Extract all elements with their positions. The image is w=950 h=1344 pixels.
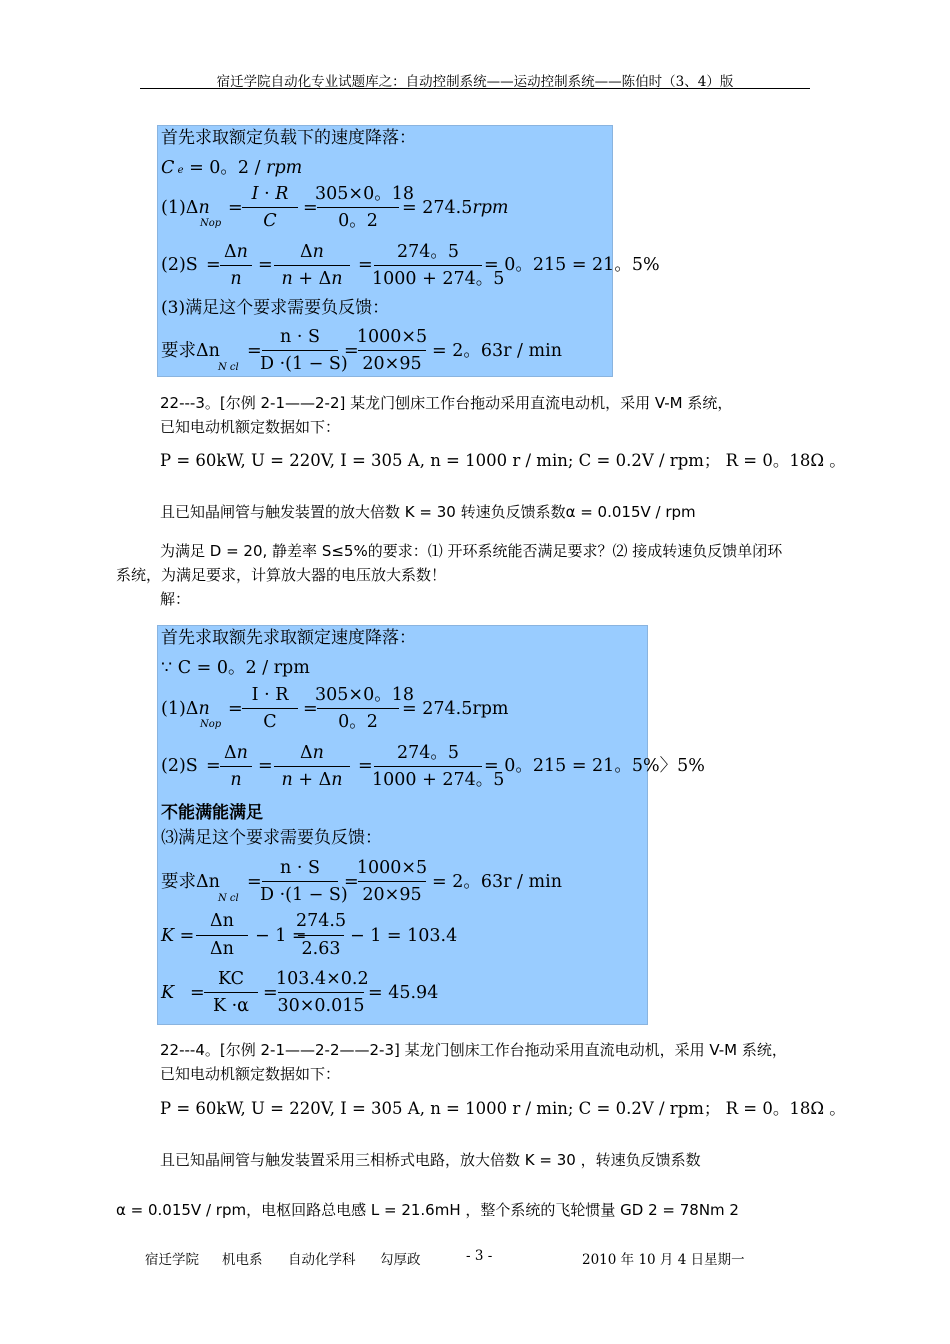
box2-heading: 首先求取额先求取额定速度降落： bbox=[161, 628, 416, 648]
box2-req-den2: 20×95 bbox=[362, 885, 422, 905]
problem3-req-line2: 系统，为满足要求，计算放大器的电压放大系数！ bbox=[116, 566, 447, 584]
box1-step2-bar2 bbox=[374, 265, 482, 266]
box2-step2-result: = 0。215 = 21。5%〉5% bbox=[484, 756, 705, 776]
box2-step1-eq2: = bbox=[303, 699, 318, 719]
footer-dept: 机电系 bbox=[222, 1252, 263, 1268]
box2-step2-num2: 274。5 bbox=[396, 743, 460, 763]
box2-kp-result: = 45.94 bbox=[368, 983, 439, 1003]
box2-kp-eq: = bbox=[190, 983, 205, 1003]
box1-heading: 首先求取额定负载下的速度降落： bbox=[161, 128, 416, 148]
box2-step2-den2a: n + Δn bbox=[281, 770, 343, 790]
box2-k-den1: Δn bbox=[210, 939, 234, 959]
footer-school: 宿迁学院 bbox=[145, 1252, 199, 1268]
box1-req-eq: = bbox=[247, 341, 262, 361]
problem4-line2: 已知电动机额定数据如下： bbox=[160, 1065, 341, 1083]
box1-ce-line: C e = 0。2 / rpm bbox=[161, 158, 303, 178]
box2-kp-bar2 bbox=[278, 992, 364, 993]
box2-step2-bar2a bbox=[274, 766, 350, 767]
box2-req-eq2: = bbox=[344, 872, 359, 892]
box2-step1-den: C bbox=[263, 712, 277, 732]
box1-req-prefix: 要求Δn bbox=[161, 341, 220, 361]
box1-step1-den2: 0。2 bbox=[338, 211, 378, 231]
box2-k-num2: 274.5 bbox=[296, 911, 347, 931]
box2-kp-num1: KC bbox=[218, 969, 244, 989]
box2-step1-sub: Nop bbox=[200, 719, 222, 730]
box2-req-bar2 bbox=[358, 881, 426, 882]
box2-step2-eq: = bbox=[206, 756, 221, 776]
box2-kp-bar1 bbox=[204, 992, 258, 993]
box2-ce-line: ∵ C = 0。2 / rpm bbox=[161, 658, 310, 678]
box2-step2-eq2: = bbox=[258, 756, 273, 776]
header-rule bbox=[140, 88, 810, 89]
box1-step2-eq3: = bbox=[358, 255, 373, 275]
box2-step2-num1: Δn bbox=[224, 743, 248, 763]
box2-conclusion: 不能满能满足 bbox=[161, 803, 263, 823]
box1-step2-num2a: Δn bbox=[300, 242, 324, 262]
box2-req-num2: 1000×5 bbox=[356, 858, 428, 878]
box2-step1-den2: 0。2 bbox=[338, 712, 378, 732]
footer-page-number: - 3 - bbox=[466, 1248, 493, 1264]
box1-step2-eq: = bbox=[206, 255, 221, 275]
problem3-line2: 已知电动机额定数据如下： bbox=[160, 418, 341, 436]
box1-step2-num2: 274。5 bbox=[396, 242, 460, 262]
box2-k-bar2 bbox=[298, 935, 344, 936]
box2-k-num1: Δn bbox=[210, 911, 234, 931]
problem4-line3: 且已知晶闸管与触发装置采用三相桥式电路，放大倍数 K = 30 ，转速负反馈系数 bbox=[160, 1151, 701, 1169]
box1-step1-num2: 305×0。18 bbox=[315, 184, 414, 204]
box2-step2-den2: 1000 + 274。5 bbox=[372, 770, 505, 790]
box2-step2-den1: n bbox=[230, 770, 242, 790]
problem4-ratings: P = 60kW, U = 220V, I = 305 A, n = 1000 r / min; C = 0.2V / rpm； R = 0。18Ω 。 bbox=[160, 1099, 846, 1118]
box1-step1-num: I · R bbox=[251, 184, 289, 204]
box2-kp-eq2: = bbox=[263, 983, 278, 1003]
box1-step2-den2a: n + Δn bbox=[281, 269, 343, 289]
box2-req-prefix: 要求Δn bbox=[161, 872, 220, 892]
box2-step1-prefix: (1)Δn bbox=[161, 699, 210, 719]
box1-req-sub: N cl bbox=[218, 362, 239, 373]
problem4-line4: α = 0.015V / rpm，电枢回路总电感 L = 21.6mH ，整个系统的飞轮惯量 GD 2 = 78Nm 2 bbox=[116, 1201, 739, 1219]
box2-step1-num2: 305×0。18 bbox=[315, 685, 414, 705]
box1-step1-prefix: (1)Δn bbox=[161, 198, 210, 218]
problem3-gain-line: 且已知晶闸管与触发装置的放大倍数 K = 30 转速负反馈系数α = 0.015V / rpm bbox=[160, 503, 696, 521]
box1-step1-bar bbox=[242, 207, 298, 208]
box1-step2-den2: 1000 + 274。5 bbox=[372, 269, 505, 289]
footer-date: 2010 年 10 月 4 日星期一 bbox=[582, 1252, 745, 1268]
box2-k-result: − 1 = 103.4 bbox=[350, 926, 458, 946]
box2-req-sub: N cl bbox=[218, 893, 239, 904]
box1-step2-prefix: (2)S bbox=[161, 255, 198, 275]
box1-step2-den1: n bbox=[230, 269, 242, 289]
box2-step1-bar bbox=[242, 708, 298, 709]
box2-kp-den2: 30×0.015 bbox=[277, 996, 365, 1016]
box1-req-num1: n · S bbox=[280, 327, 320, 347]
footer-author: 勾厚政 bbox=[380, 1252, 421, 1268]
box2-req-den1: D ·(1 − S) bbox=[260, 885, 348, 905]
problem3-ratings: P = 60kW, U = 220V, I = 305 A, n = 1000 r / min; C = 0.2V / rpm； R = 0。18Ω 。 bbox=[160, 451, 846, 470]
box1-req-num2: 1000×5 bbox=[356, 327, 428, 347]
box1-step2-eq2: = bbox=[258, 255, 273, 275]
box2-kp-den1: K ·α bbox=[212, 996, 250, 1016]
box1-step2-bar2a bbox=[274, 265, 350, 266]
box1-step1-eq: = bbox=[228, 198, 243, 218]
problem3-req-line1: 为满足 D = 20, 静差率 S≤5%的要求：⑴ 开环系统能否满足要求？⑵ 接成转速负反馈单闭环 bbox=[160, 542, 783, 560]
box2-k-prefix: K = bbox=[161, 926, 195, 946]
box1-req-bar2 bbox=[358, 350, 426, 351]
box1-req-result: = 2。63r / min bbox=[432, 341, 562, 361]
problem3-line1: 22---3。[尔例 2-1——2-2] 某龙门刨床工作台拖动采用直流电动机，采用 V-M 系统， bbox=[160, 394, 733, 412]
box2-step1-result: = 274.5rpm bbox=[402, 699, 509, 719]
box2-step3: ⑶满足这个要求需要负反馈： bbox=[161, 828, 382, 848]
box2-step2-prefix: (2)S bbox=[161, 756, 198, 776]
box2-kp-prefix: K bbox=[161, 983, 175, 1003]
box1-step2-result: = 0。215 = 21。5% bbox=[484, 255, 660, 275]
page-header: 宿迁学院自动化专业试题库之：自动控制系统——运动控制系统——陈伯时（3、4）版 bbox=[216, 74, 734, 90]
box2-step2-num2a: Δn bbox=[300, 743, 324, 763]
box2-k-den2: 2.63 bbox=[301, 939, 341, 959]
box1-step1-sub: Nop bbox=[200, 218, 222, 229]
box1-step1-bar2 bbox=[317, 207, 399, 208]
box2-kp-num2: 103.4×0.2 bbox=[276, 969, 369, 989]
box2-step1-num: I · R bbox=[251, 685, 289, 705]
box1-req-den2: 20×95 bbox=[362, 354, 422, 374]
box2-step2-bar2 bbox=[374, 766, 482, 767]
box2-k-bar1 bbox=[196, 935, 248, 936]
footer-subject: 自动化学科 bbox=[288, 1252, 356, 1268]
box2-req-bar1 bbox=[262, 881, 338, 882]
box1-req-den1: D ·(1 − S) bbox=[260, 354, 348, 374]
box1-step1-eq2: = bbox=[303, 198, 318, 218]
box1-step1-result: = 274.5rpm bbox=[402, 198, 509, 218]
problem4-line1: 22---4。[尔例 2-1——2-2——2-3] 某龙门刨床工作台拖动采用直流电动机，采用 V-M 系统， bbox=[160, 1041, 787, 1059]
box1-step1-den: C bbox=[263, 211, 277, 231]
box2-req-num1: n · S bbox=[280, 858, 320, 878]
box1-step3: (3)满足这个要求需要负反馈： bbox=[161, 298, 390, 318]
box2-step1-bar2 bbox=[317, 708, 399, 709]
box1-step2-num1: Δn bbox=[224, 242, 248, 262]
box1-step2-bar1 bbox=[220, 265, 252, 266]
box2-step1-eq: = bbox=[228, 699, 243, 719]
box2-step2-eq3: = bbox=[358, 756, 373, 776]
box2-req-result: = 2。63r / min bbox=[432, 872, 562, 892]
box2-step2-bar1 bbox=[220, 766, 252, 767]
box1-req-eq2: = bbox=[344, 341, 359, 361]
box1-req-bar1 bbox=[262, 350, 338, 351]
box2-req-eq: = bbox=[247, 872, 262, 892]
box2-k-mid: − 1 = bbox=[255, 926, 307, 946]
problem3-solution-label: 解： bbox=[160, 590, 191, 608]
